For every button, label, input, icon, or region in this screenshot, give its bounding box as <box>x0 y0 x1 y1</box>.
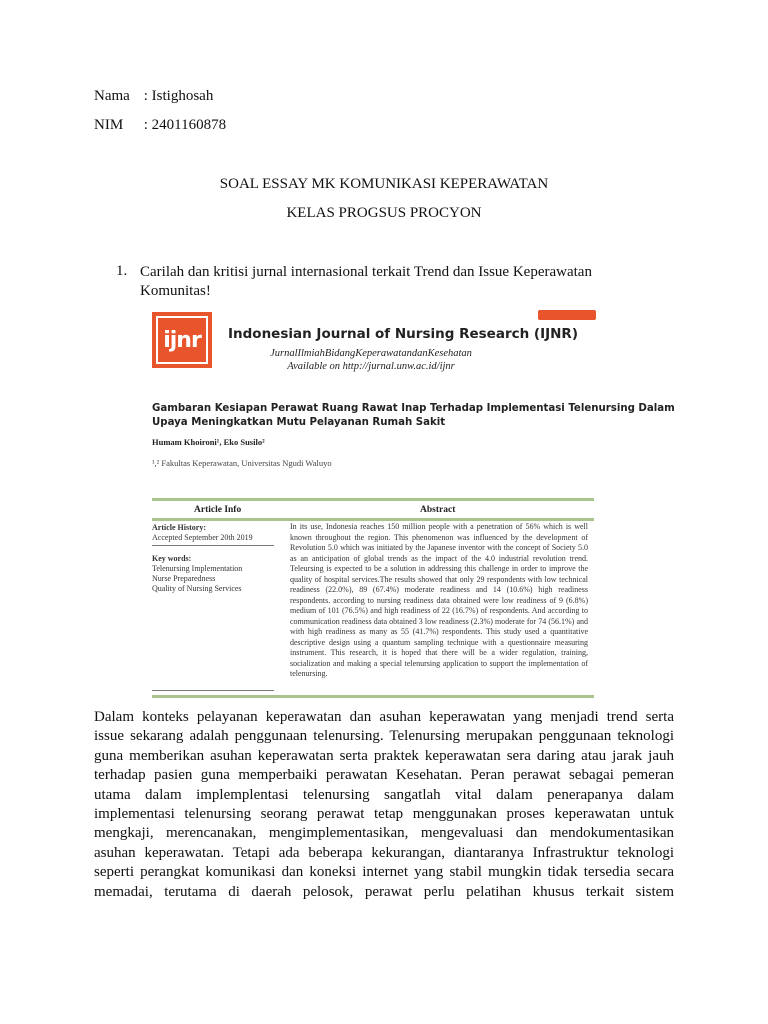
question-line-1: Carilah dan kritisi jurnal internasional terkait Trend dan Issue Keperawatan <box>140 264 592 280</box>
nim-label: NIM <box>94 117 124 133</box>
paper-title-line-1: Gambaran Kesiapan Perawat Ruang Rawat Inap Terhadap Implementasi Telenursing Dalam <box>152 403 675 414</box>
student-name-row <box>94 88 213 105</box>
nim-value: : 2401160878 <box>143 117 227 133</box>
info-divider <box>152 545 274 546</box>
table-bottom-border <box>152 695 594 698</box>
logo-text: ijnr <box>156 316 208 364</box>
paragraph-line: memadai, terutama di daerah pelosok, perawat perlu pelatihan khusus terkait sistem <box>94 883 674 900</box>
journal-badge <box>538 310 596 320</box>
journal-screenshot <box>148 306 675 702</box>
question-number: 1. <box>116 263 128 279</box>
abstract-text: In its use, Indonesia reaches 150 million people with a penetration of 56% which is well known throughout the region. This phenomenon was influenced by the development of Revolution 5.0 which was initiated by the Japanese inventor with the concept of Society 5.0 as an anticipation of global trends as the impact of the 4.0 industrial revolution trend. Teleursing is expected to be a solution in addressing this challenge in order to improve the quality of hospital services.The results showed that only 29 respondents with low technical readiness (22.0%), 89 (67.4%) moderate readiness and 14 (10.6%) high readiness respondents. according to nursing readiness data obtained were low readiness of 9 (6.8%) medium of 101 (76.5%) and high readiness of 22 (16.7%) of respondents. And according to communication readiness data obtained 3 low readiness (2.3%) moderate for 74 (56.1%) and with high readiness as many as 55 (41.7%) respondents. This study used a quantitative descriptive design using a quantum sampling technique with a questionnaire measuring instrument. This research, it is hoped that there will be a wider regulation, training, socialization and making a special telenursing application to support the implementation of telenursing. <box>290 522 588 678</box>
paragraph-line: mengkaji, merencanakan, mengimplementasikan, mengevaluasi dan mendokumentasikan <box>94 825 674 842</box>
keyword-2: Nurse Preparedness <box>152 574 216 583</box>
keyword-1: Telenursing Implementation <box>152 564 243 573</box>
paragraph-line: implementasi telenursing seorang perawat tetap menggunakan proses keperawatan untuk <box>94 806 674 823</box>
body-paragraph <box>94 708 674 902</box>
article-history-label: Article History: <box>152 523 206 532</box>
question-line-2: Komunitas! <box>140 283 211 299</box>
accepted-date: Accepted September 20th 2019 <box>152 533 253 542</box>
paragraph-line: terhadap pasien guna memperbaiki perawatan Kesehatan. Peran perawat sebagai pemeran <box>94 767 674 784</box>
journal-url: Available on http://jurnal.unw.ac.id/ijnr <box>287 361 455 372</box>
paper-title-line-2: Upaya Meningkatkan Mutu Pelayanan Rumah Sakit <box>152 417 446 428</box>
keywords-label: Key words: <box>152 554 192 563</box>
paragraph-line: seperti perangkat komunikasi dan koneksi internet yang stabil mungkin tidak tersedia secara <box>94 864 674 881</box>
keyword-3: Quality of Nursing Services <box>152 584 242 593</box>
abstract-header: Abstract <box>420 505 456 515</box>
page-subtitle: KELAS PROGSUS PROCYON <box>286 205 482 221</box>
header-divider-top <box>152 498 594 501</box>
paragraph-line: guna memberikan asuhan keperawatan serta praktek keperawatan sera daring atau jarak jauh <box>94 747 674 764</box>
page-title: SOAL ESSAY MK KOMUNIKASI KEPERAWATAN <box>219 176 549 192</box>
name-value: : Istighosah <box>143 88 214 104</box>
paragraph-line: asuhan keperawatan. Tetapi ada beberapa kekurangan, diantaranya Infrastruktur teknologi <box>94 844 674 861</box>
paper-authors: Humam Khoironi¹, Eko Susilo² <box>152 437 265 447</box>
header-divider-bottom <box>152 518 594 521</box>
info-divider-bottom <box>152 690 274 691</box>
paragraph-line: Dalam konteks pelayanan keperawatan dan asuhan keperawatan yang menjadi trend serta <box>94 709 674 725</box>
article-info-header: Article Info <box>194 505 242 515</box>
paper-affiliation: ¹,² Fakultas Keperawatan, Universitas Ngudi Waluyo <box>152 458 332 468</box>
journal-subtitle: JurnalIlmiahBidangKeperawatandanKesehatan <box>270 348 472 359</box>
name-label: Nama <box>94 88 130 104</box>
journal-name: Indonesian Journal of Nursing Research (IJNR) <box>228 326 578 342</box>
paragraph-line: issue sekarang adalah penggunaan telenursing. Telenursing merupakan penggunaan teknologi <box>94 728 674 745</box>
question-text <box>140 263 620 301</box>
student-nim-row <box>94 117 226 134</box>
ijnr-logo <box>152 312 212 368</box>
paragraph-line: utama dalam implemplentasi telenursing sangatlah vital dalam penerapanya dalam <box>94 786 674 803</box>
